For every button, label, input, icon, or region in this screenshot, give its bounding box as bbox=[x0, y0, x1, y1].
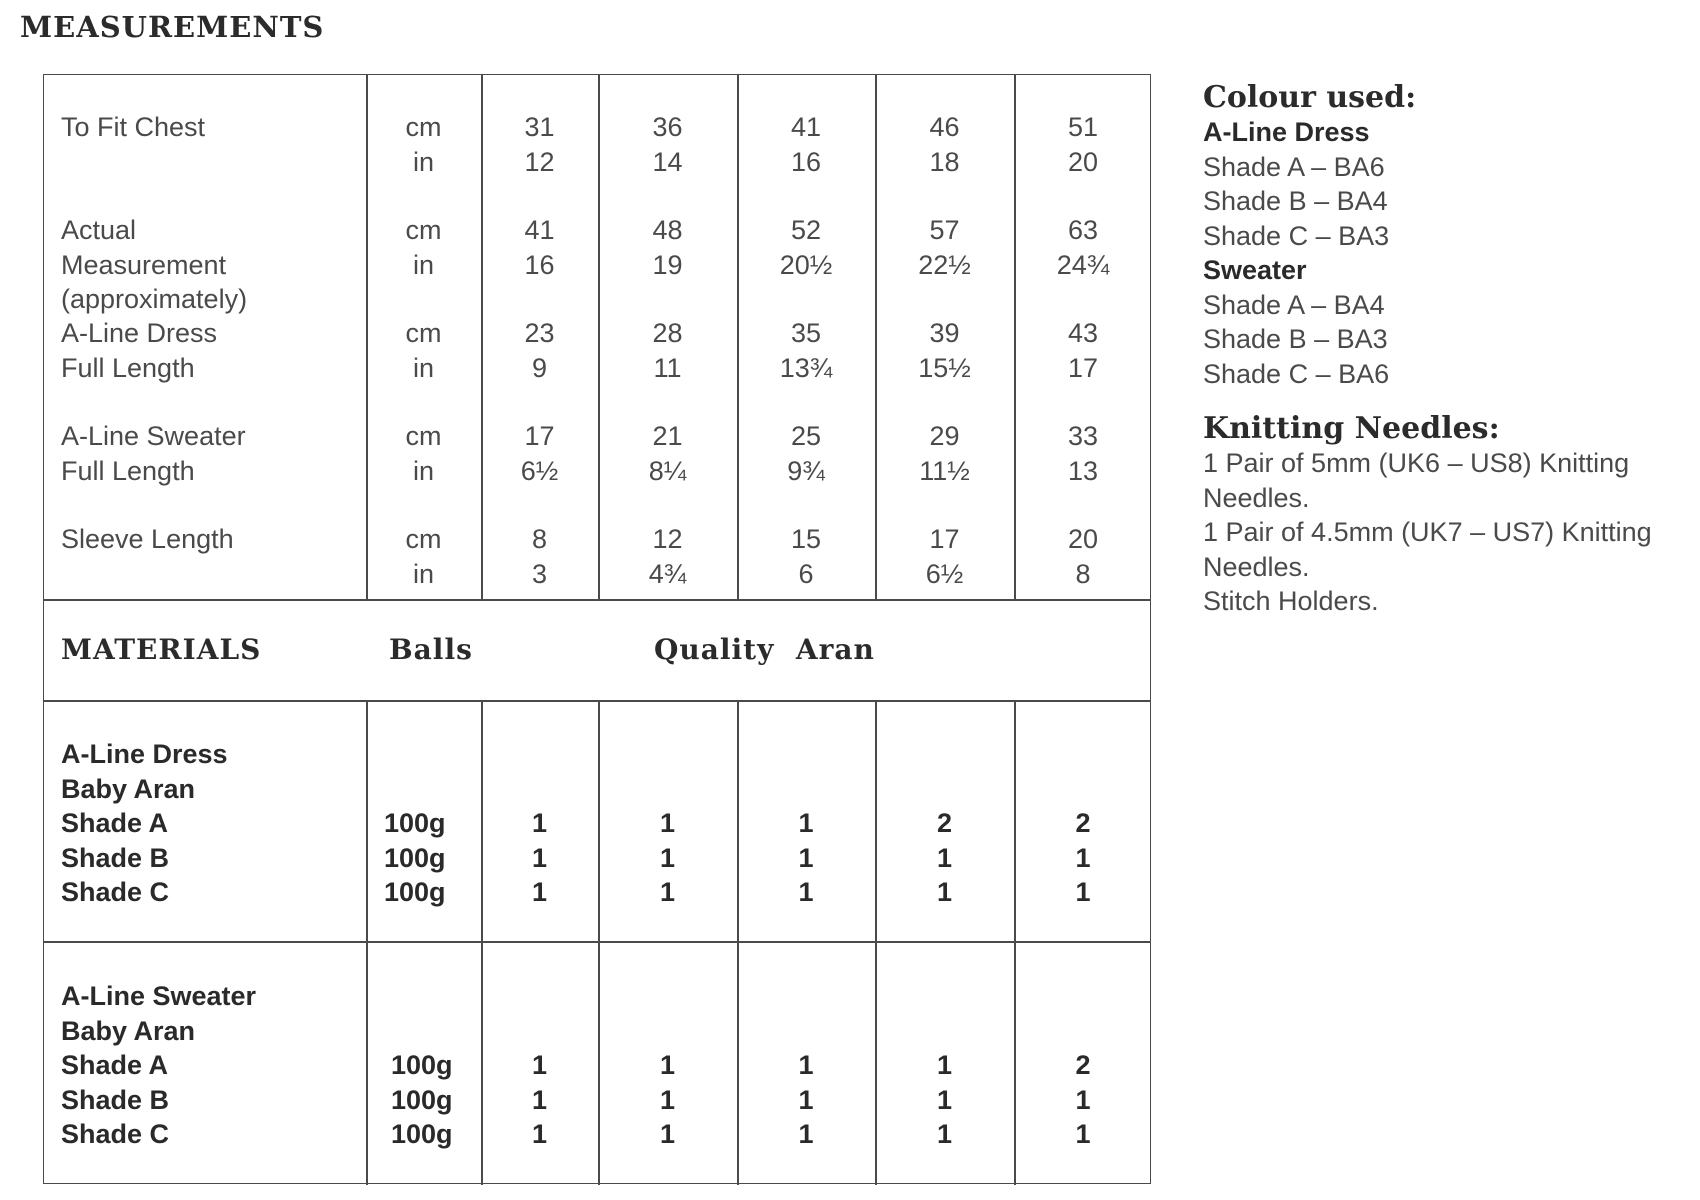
needles-line: Needles. bbox=[1203, 482, 1310, 513]
ball-count-cell: 1 1 1 bbox=[798, 808, 814, 907]
value-cell: 33 13 bbox=[1067, 421, 1099, 486]
ball-count-cell: 1 1 1 bbox=[659, 1050, 676, 1149]
needles-line: Needles. bbox=[1203, 551, 1310, 582]
colour-item: Shade B – BA4 bbox=[1203, 186, 1388, 216]
colour-item: Shade A – BA4 bbox=[1203, 289, 1385, 320]
row-units: cm in bbox=[405, 112, 442, 177]
ball-count-cell: 1 1 1 bbox=[936, 1050, 953, 1149]
colour-item: Shade B – BA3 bbox=[1203, 324, 1388, 354]
ball-count-cell: 2 1 1 bbox=[936, 808, 953, 907]
value-cell: 48 19 bbox=[652, 215, 683, 280]
colour-title: Colour used: bbox=[1203, 80, 1417, 115]
page-title: MEASUREMENTS bbox=[20, 10, 325, 44]
value-cell: 39 15½ bbox=[918, 318, 971, 383]
balls-label: Balls bbox=[389, 633, 473, 666]
row-units: cm in bbox=[405, 318, 442, 383]
value-cell: 46 18 bbox=[929, 112, 960, 177]
value-cell: 25 9¾ bbox=[787, 421, 825, 486]
ball-count-cell: 2 1 1 bbox=[1075, 1050, 1091, 1149]
ball-count-cell: 1 1 1 bbox=[659, 808, 676, 907]
row-units: cm in bbox=[405, 421, 442, 486]
value-cell: 17 6½ bbox=[520, 421, 559, 486]
row-label: A-Line Dress Full Length bbox=[61, 318, 218, 383]
colour-group-name: Sweater bbox=[1203, 255, 1307, 285]
value-cell: 36 14 bbox=[652, 112, 683, 177]
value-cell: 15 6 bbox=[790, 524, 822, 589]
value-cell: 63 24¾ bbox=[1056, 215, 1110, 280]
value-cell: 21 8¼ bbox=[648, 421, 687, 486]
ball-count-cell: 1 1 1 bbox=[531, 1050, 548, 1149]
needles-line: 1 Pair of 4.5mm (UK7 – US7) Knitting bbox=[1203, 517, 1652, 547]
value-cell: 31 12 bbox=[524, 112, 555, 177]
material-label: A-Line Dress Baby Aran Shade A Shade B Shade C bbox=[61, 739, 228, 907]
value-cell: 41 16 bbox=[790, 112, 822, 177]
value-cell: 28 11 bbox=[652, 318, 683, 383]
row-units: cm in bbox=[405, 524, 442, 589]
row-label: Sleeve Length bbox=[61, 524, 234, 554]
colour-group-name: A-Line Dress bbox=[1203, 117, 1370, 147]
materials-label: MATERIALS bbox=[61, 633, 262, 666]
needles-title: Knitting Needles: bbox=[1203, 411, 1500, 446]
value-cell: 29 11½ bbox=[919, 421, 970, 486]
material-label: A-Line Sweater Baby Aran Shade A Shade B Shade C bbox=[61, 981, 257, 1149]
value-cell: 20 8 bbox=[1067, 524, 1099, 589]
value-cell: 57 22½ bbox=[918, 215, 971, 280]
value-cell: 43 17 bbox=[1067, 318, 1099, 383]
row-units: cm in bbox=[405, 215, 442, 280]
value-cell: 23 9 bbox=[524, 318, 555, 383]
value-cell: 35 13¾ bbox=[779, 318, 833, 383]
row-label: To Fit Chest bbox=[61, 112, 206, 142]
value-cell: 17 6½ bbox=[925, 524, 964, 589]
needles-line: 1 Pair of 5mm (UK6 – US8) Knitting bbox=[1203, 448, 1630, 478]
colour-item: Shade C – BA3 bbox=[1203, 220, 1390, 251]
value-cell: 12 4¾ bbox=[648, 524, 687, 589]
colour-panel bbox=[1203, 80, 1683, 619]
value-cell: 51 20 bbox=[1067, 112, 1099, 177]
needles-line: Stitch Holders. bbox=[1203, 586, 1379, 616]
measurements-table bbox=[43, 74, 1151, 1184]
colour-item: Shade C – BA6 bbox=[1203, 358, 1390, 389]
colour-item: Shade A – BA6 bbox=[1203, 151, 1385, 182]
ball-count-cell: 1 1 1 bbox=[531, 808, 548, 907]
value-cell: 52 20½ bbox=[779, 215, 833, 280]
ball-count-cell: 1 1 1 bbox=[798, 1050, 814, 1149]
value-cell: 41 16 bbox=[524, 215, 555, 280]
row-label: A-Line Sweater Full Length bbox=[61, 421, 246, 486]
value-cell: 8 3 bbox=[531, 524, 548, 589]
material-weights: 100g 100g 100g bbox=[384, 808, 446, 907]
quality-label: Quality Aran bbox=[654, 633, 875, 666]
material-weights: 100g 100g 100g bbox=[391, 1050, 453, 1149]
ball-count-cell: 2 1 1 bbox=[1075, 808, 1091, 907]
row-label: Actual Measurement (approximately) bbox=[61, 215, 248, 314]
